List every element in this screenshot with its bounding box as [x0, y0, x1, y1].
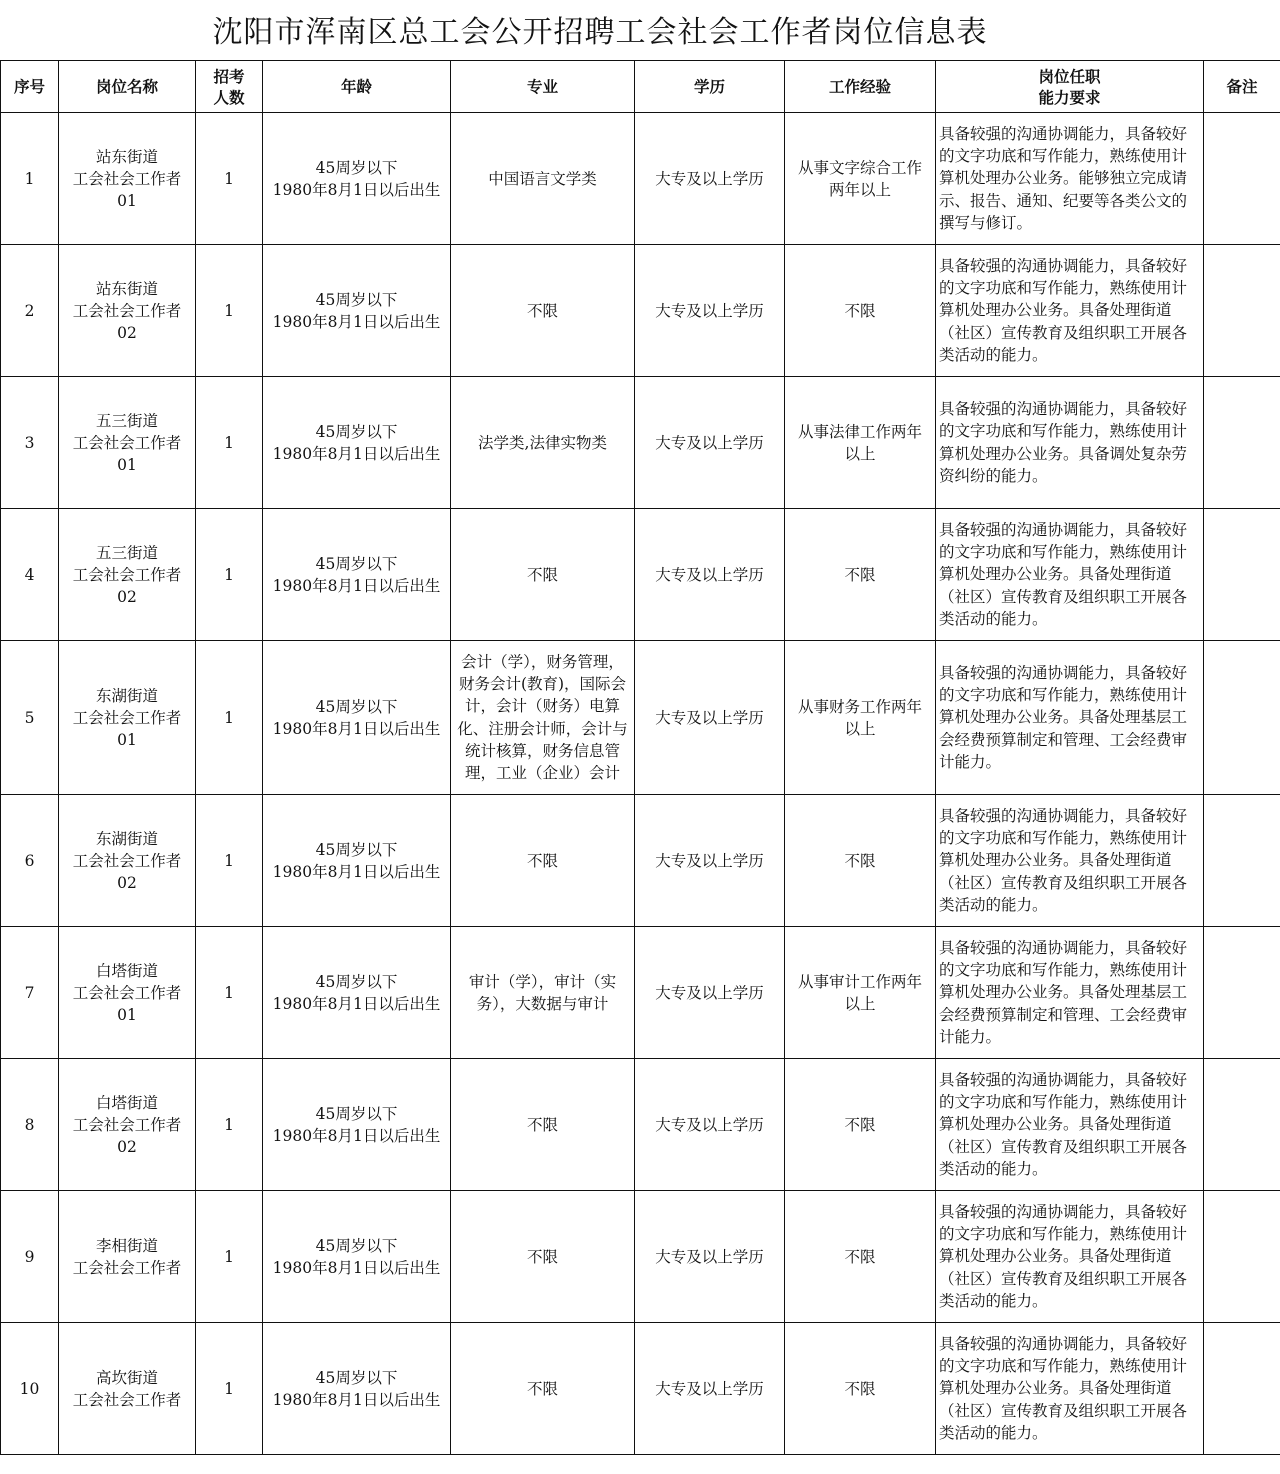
cell-requirement: 具备较强的沟通协调能力，具备较好的文字功底和写作能力，熟练使用计算机处理办公业务。具备处理街道（社区）宣传教育及组织职工开展各类活动的能力。 — [936, 1191, 1204, 1323]
cell-major: 中国语言文学类 — [451, 113, 635, 245]
cell-count: 1 — [196, 245, 263, 377]
cell-age: 45周岁以下 1980年8月1日以后出生 — [263, 509, 451, 641]
cell-education: 大专及以上学历 — [635, 509, 785, 641]
cell-age: 45周岁以下 1980年8月1日以后出生 — [263, 113, 451, 245]
cell-experience: 从事法律工作两年 以上 — [785, 377, 936, 509]
cell-seq: 5 — [1, 641, 59, 795]
cell-post: 东湖街道 工会社会工作者 01 — [59, 641, 196, 795]
cell-notes — [1204, 509, 1280, 641]
cell-requirement: 具备较强的沟通协调能力，具备较好的文字功底和写作能力，熟练使用计算机处理办公业务。具备调处复杂劳资纠纷的能力。 — [936, 377, 1204, 509]
page-title: 沈阳市浑南区总工会公开招聘工会社会工作者岗位信息表 — [212, 15, 988, 50]
cell-education: 大专及以上学历 — [635, 377, 785, 509]
cell-notes — [1204, 113, 1280, 245]
cell-notes — [1204, 927, 1280, 1059]
cell-age: 45周岁以下 1980年8月1日以后出生 — [263, 1059, 451, 1191]
cell-seq: 7 — [1, 927, 59, 1059]
cell-requirement: 具备较强的沟通协调能力，具备较好的文字功底和写作能力，熟练使用计算机处理办公业务。具备处理基层工会经费预算制定和管理、工会经费审计能力。 — [936, 927, 1204, 1059]
cell-education: 大专及以上学历 — [635, 1059, 785, 1191]
cell-age: 45周岁以下 1980年8月1日以后出生 — [263, 1323, 451, 1455]
cell-count: 1 — [196, 927, 263, 1059]
cell-post: 高坎街道 工会社会工作者 — [59, 1323, 196, 1455]
table-row — [1, 245, 1280, 377]
header-age: 年龄 — [263, 61, 451, 113]
cell-seq: 2 — [1, 245, 59, 377]
cell-experience: 从事审计工作两年 以上 — [785, 927, 936, 1059]
cell-count: 1 — [196, 1059, 263, 1191]
cell-seq: 9 — [1, 1191, 59, 1323]
cell-notes — [1204, 795, 1280, 927]
cell-major: 不限 — [451, 1059, 635, 1191]
cell-education: 大专及以上学历 — [635, 245, 785, 377]
cell-seq: 6 — [1, 795, 59, 927]
cell-post: 五三街道 工会社会工作者 01 — [59, 377, 196, 509]
cell-education: 大专及以上学历 — [635, 927, 785, 1059]
table-row — [1, 1191, 1280, 1323]
header-notes: 备注 — [1204, 61, 1280, 113]
cell-age: 45周岁以下 1980年8月1日以后出生 — [263, 377, 451, 509]
cell-experience: 不限 — [785, 509, 936, 641]
cell-seq: 10 — [1, 1323, 59, 1455]
cell-requirement: 具备较强的沟通协调能力，具备较好的文字功底和写作能力，熟练使用计算机处理办公业务。具备处理街道（社区）宣传教育及组织职工开展各类活动的能力。 — [936, 509, 1204, 641]
cell-seq: 3 — [1, 377, 59, 509]
cell-major: 不限 — [451, 1191, 635, 1323]
cell-requirement: 具备较强的沟通协调能力，具备较好的文字功底和写作能力，熟练使用计算机处理办公业务。具备处理街道（社区）宣传教育及组织职工开展各类活动的能力。 — [936, 1323, 1204, 1455]
cell-age: 45周岁以下 1980年8月1日以后出生 — [263, 1191, 451, 1323]
table-row — [1, 641, 1280, 795]
cell-experience: 不限 — [785, 245, 936, 377]
cell-count: 1 — [196, 641, 263, 795]
cell-experience: 不限 — [785, 1323, 936, 1455]
cell-major: 不限 — [451, 245, 635, 377]
cell-post: 站东街道 工会社会工作者 02 — [59, 245, 196, 377]
header-major: 专业 — [451, 61, 635, 113]
header-education: 学历 — [635, 61, 785, 113]
cell-post: 站东街道 工会社会工作者 01 — [59, 113, 196, 245]
cell-notes — [1204, 377, 1280, 509]
cell-education: 大专及以上学历 — [635, 641, 785, 795]
cell-age: 45周岁以下 1980年8月1日以后出生 — [263, 795, 451, 927]
job-info-table — [0, 60, 1280, 1455]
table-row — [1, 509, 1280, 641]
cell-count: 1 — [196, 377, 263, 509]
cell-count: 1 — [196, 795, 263, 927]
cell-seq: 4 — [1, 509, 59, 641]
cell-requirement: 具备较强的沟通协调能力，具备较好的文字功底和写作能力，熟练使用计算机处理办公业务。具备处理街道（社区）宣传教育及组织职工开展各类活动的能力。 — [936, 795, 1204, 927]
cell-age: 45周岁以下 1980年8月1日以后出生 — [263, 927, 451, 1059]
table-row — [1, 1059, 1280, 1191]
cell-major: 会计（学），财务管理，财务会计(教育)，国际会计，会计（财务）电算化、注册会计师，会计与统计核算，财务信息管理，工业（企业）会计 — [451, 641, 635, 795]
cell-notes — [1204, 1323, 1280, 1455]
cell-count: 1 — [196, 113, 263, 245]
header-requirement: 岗位任职 能力要求 — [936, 61, 1204, 113]
table-header-row — [1, 61, 1280, 113]
cell-major: 不限 — [451, 1323, 635, 1455]
cell-experience: 不限 — [785, 1191, 936, 1323]
table-body — [1, 113, 1280, 1455]
cell-post: 五三街道 工会社会工作者 02 — [59, 509, 196, 641]
cell-education: 大专及以上学历 — [635, 1191, 785, 1323]
cell-experience: 从事财务工作两年 以上 — [785, 641, 936, 795]
header-seq: 序号 — [1, 61, 59, 113]
cell-post: 白塔街道 工会社会工作者 02 — [59, 1059, 196, 1191]
cell-education: 大专及以上学历 — [635, 113, 785, 245]
cell-post: 东湖街道 工会社会工作者 02 — [59, 795, 196, 927]
cell-notes — [1204, 1059, 1280, 1191]
table-row — [1, 113, 1280, 245]
cell-major: 不限 — [451, 509, 635, 641]
cell-requirement: 具备较强的沟通协调能力，具备较好的文字功底和写作能力，熟练使用计算机处理办公业务。具备处理街道（社区）宣传教育及组织职工开展各类活动的能力。 — [936, 1059, 1204, 1191]
table-row — [1, 795, 1280, 927]
cell-notes — [1204, 245, 1280, 377]
cell-notes — [1204, 1191, 1280, 1323]
cell-count: 1 — [196, 1323, 263, 1455]
cell-major: 不限 — [451, 795, 635, 927]
table-row — [1, 1323, 1280, 1455]
cell-notes — [1204, 641, 1280, 795]
cell-experience: 从事文字综合工作 两年以上 — [785, 113, 936, 245]
cell-requirement: 具备较强的沟通协调能力，具备较好的文字功底和写作能力，熟练使用计算机处理办公业务。具备处理基层工会经费预算制定和管理、工会经费审计能力。 — [936, 641, 1204, 795]
cell-age: 45周岁以下 1980年8月1日以后出生 — [263, 245, 451, 377]
header-experience: 工作经验 — [785, 61, 936, 113]
cell-post: 白塔街道 工会社会工作者 01 — [59, 927, 196, 1059]
cell-experience: 不限 — [785, 1059, 936, 1191]
cell-seq: 1 — [1, 113, 59, 245]
cell-education: 大专及以上学历 — [635, 795, 785, 927]
cell-count: 1 — [196, 509, 263, 641]
cell-requirement: 具备较强的沟通协调能力，具备较好的文字功底和写作能力，熟练使用计算机处理办公业务。具备处理街道（社区）宣传教育及组织职工开展各类活动的能力。 — [936, 245, 1204, 377]
cell-education: 大专及以上学历 — [635, 1323, 785, 1455]
cell-major: 法学类,法律实物类 — [451, 377, 635, 509]
header-count: 招考 人数 — [196, 61, 263, 113]
header-post: 岗位名称 — [59, 61, 196, 113]
cell-experience: 不限 — [785, 795, 936, 927]
cell-age: 45周岁以下 1980年8月1日以后出生 — [263, 641, 451, 795]
cell-count: 1 — [196, 1191, 263, 1323]
table-row — [1, 927, 1280, 1059]
cell-seq: 8 — [1, 1059, 59, 1191]
cell-requirement: 具备较强的沟通协调能力，具备较好的文字功底和写作能力，熟练使用计算机处理办公业务。能够独立完成请示、报告、通知、纪要等各类公文的撰写与修订。 — [936, 113, 1204, 245]
table-row — [1, 377, 1280, 509]
cell-major: 审计（学），审计（实务），大数据与审计 — [451, 927, 635, 1059]
cell-post: 李相街道 工会社会工作者 — [59, 1191, 196, 1323]
